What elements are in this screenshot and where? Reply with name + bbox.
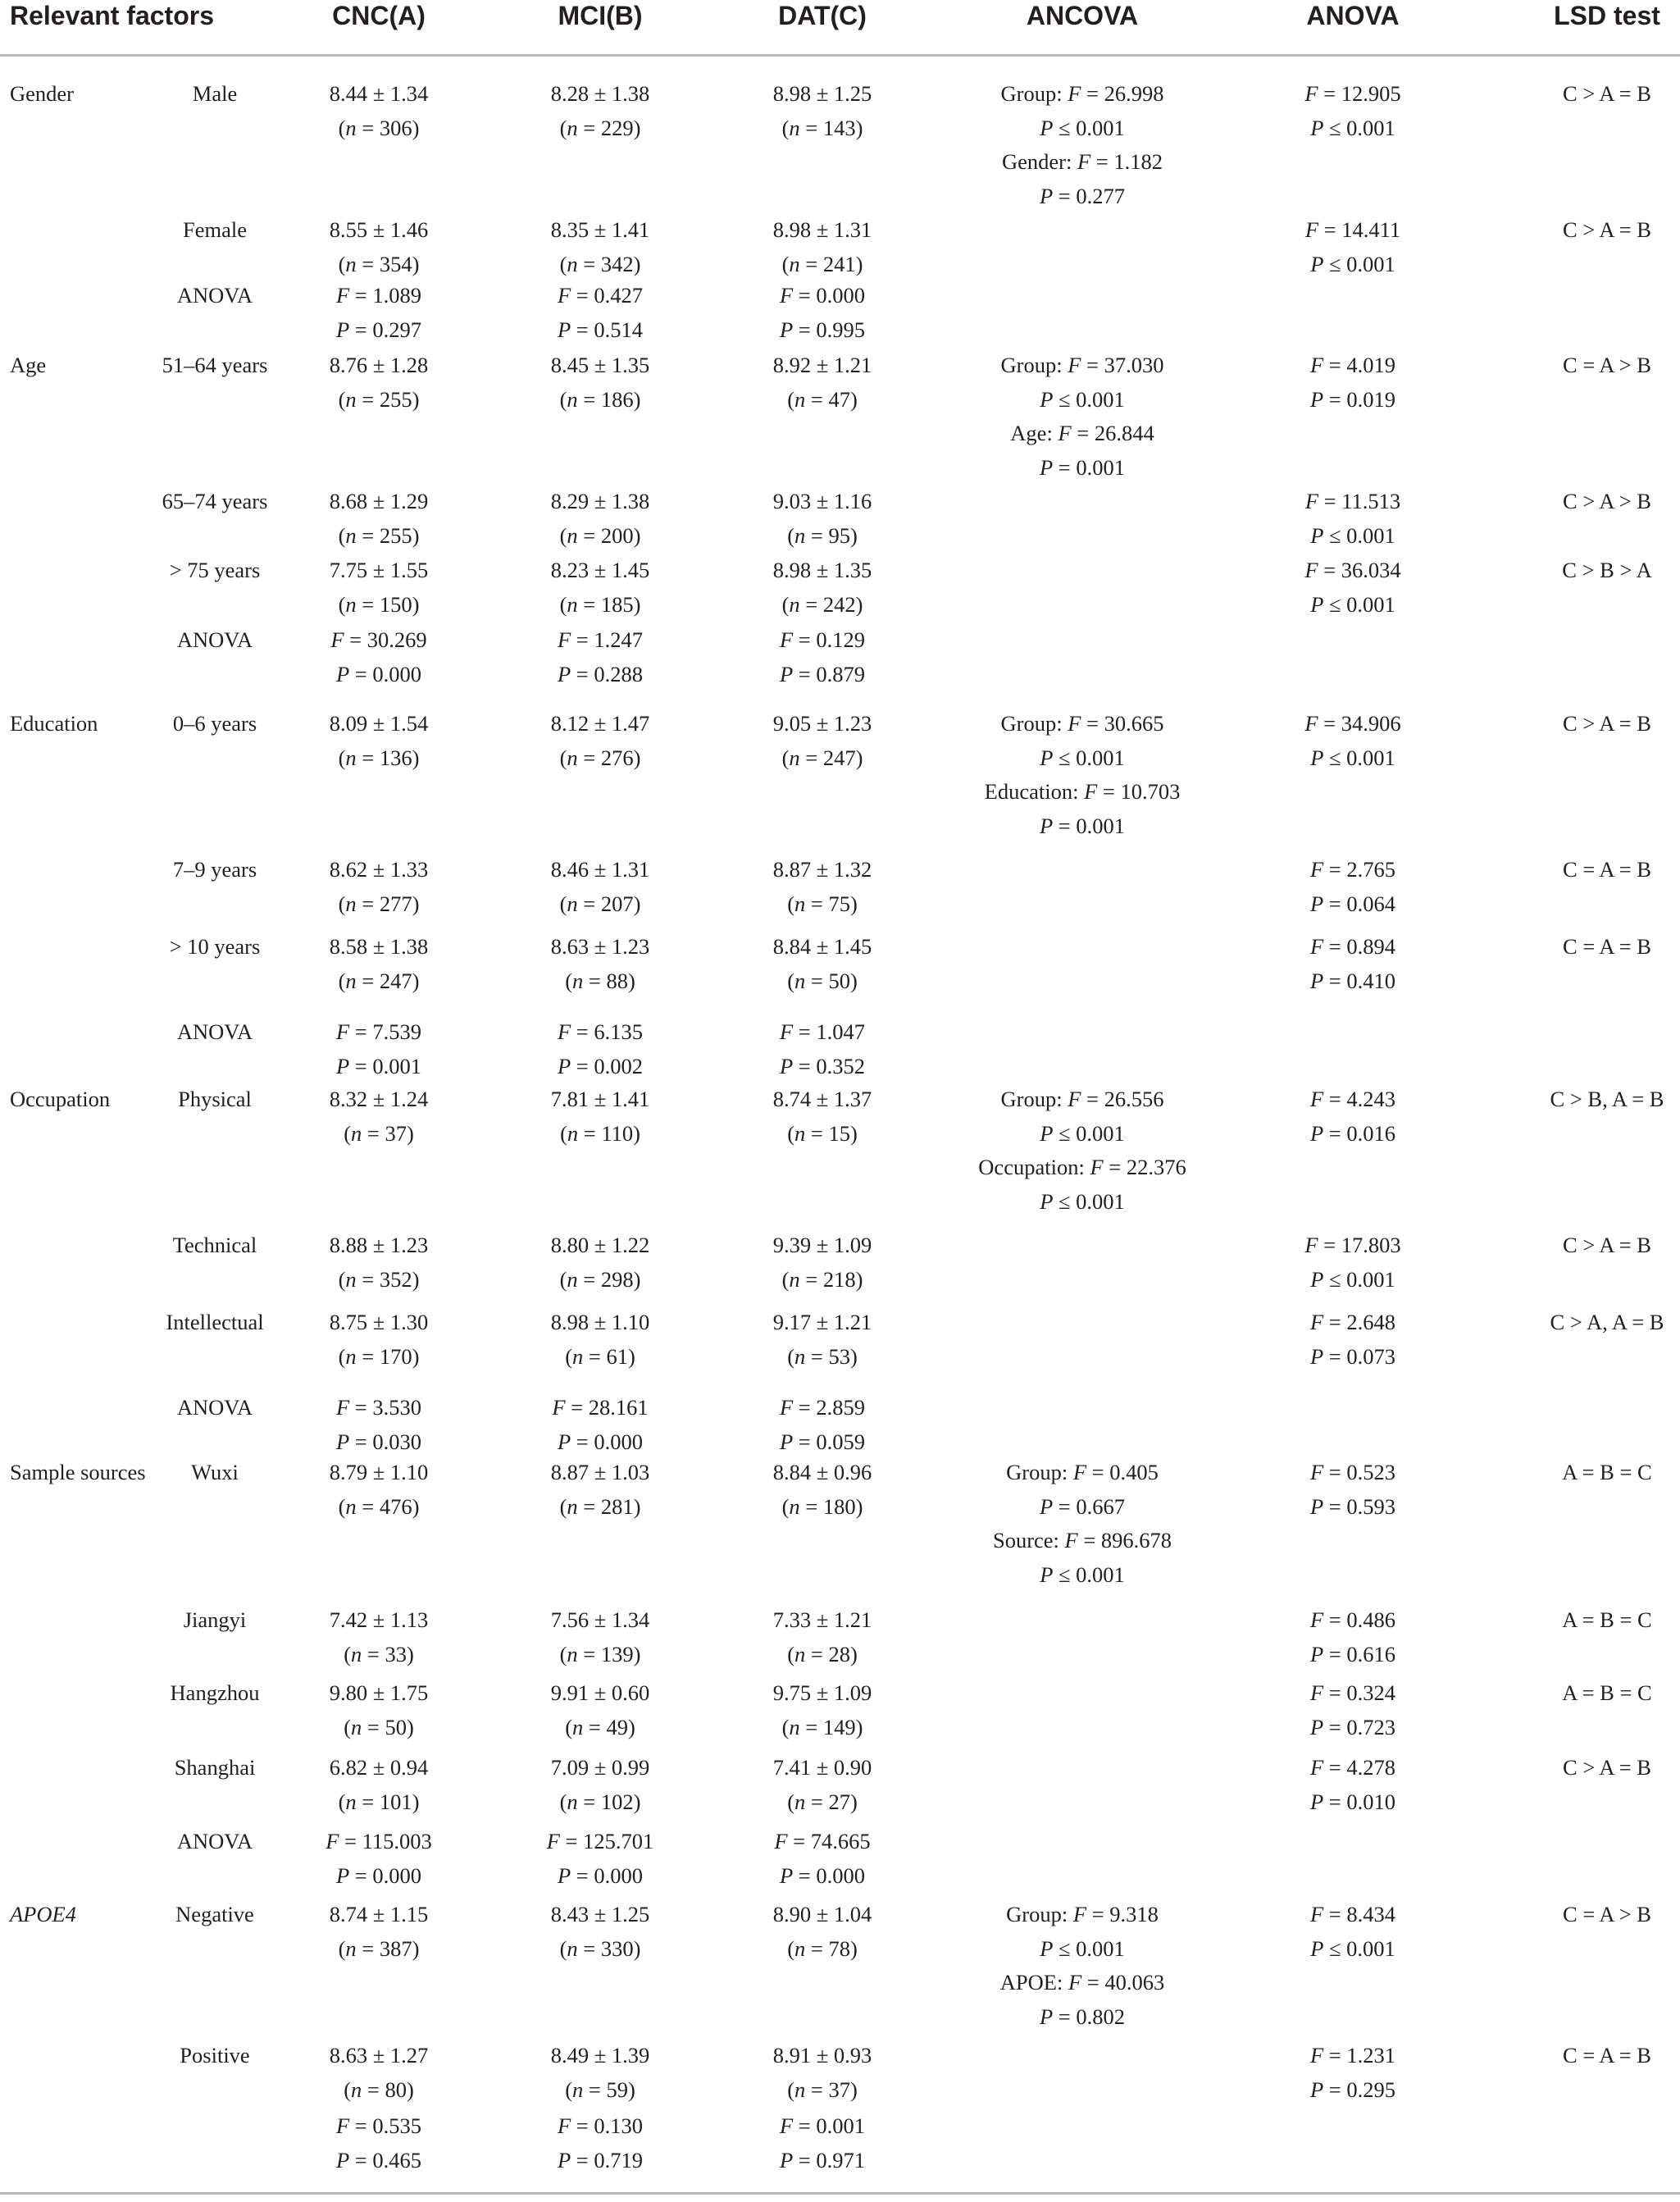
cell-c: (n = 27) — [787, 1789, 858, 1814]
cell-anova: F = 1.231 — [1309, 2043, 1396, 2068]
level-label: Jiangyi — [183, 1607, 247, 1632]
cell-a: 8.68 ± 1.29 — [329, 489, 429, 513]
cell-a: (n = 352) — [338, 1266, 420, 1292]
cell-c: F = 0.129 — [779, 627, 866, 652]
level-label: Female — [183, 217, 247, 242]
cell-b: 8.87 ± 1.03 — [550, 1460, 650, 1484]
cell-lsd: C > A = B — [1563, 81, 1651, 106]
level-label: ANOVA — [176, 627, 253, 652]
cell-c: (n = 50) — [787, 968, 858, 993]
cell-a: F = 115.003 — [326, 1829, 432, 1853]
cell-ancova: Group: F = 30.665 — [1000, 711, 1164, 736]
cell-b: (n = 102) — [559, 1789, 641, 1814]
cell-lsd: C = A = B — [1563, 2043, 1651, 2068]
cell-ancova: P ≤ 0.001 — [1040, 1561, 1125, 1587]
level-label: Shanghai — [174, 1755, 256, 1780]
cell-ancova: APOE: F = 40.063 — [999, 1970, 1165, 1995]
cell-ancova: Occupation: F = 22.376 — [978, 1155, 1186, 1179]
level-label: Positive — [180, 2043, 250, 2068]
cell-b: 8.29 ± 1.38 — [550, 489, 650, 513]
cell-lsd: C = A > B — [1563, 1902, 1651, 1926]
cell-a: 8.74 ± 1.15 — [329, 1902, 429, 1926]
cell-lsd: C = A > B — [1563, 353, 1651, 377]
header-mci: MCI(B) — [558, 1, 643, 30]
level-label: ANOVA — [176, 1395, 253, 1420]
cell-a: 8.09 ± 1.54 — [329, 711, 429, 736]
cell-a: F = 30.269 — [330, 627, 427, 652]
cell-c: 8.98 ± 1.31 — [772, 217, 872, 242]
cell-anova: P = 0.019 — [1309, 386, 1396, 412]
cell-c: 8.74 ± 1.37 — [772, 1087, 872, 1111]
cell-b: (n = 276) — [559, 745, 641, 770]
cell-a: (n = 306) — [338, 115, 420, 140]
cell-lsd: C > A = B — [1563, 1233, 1651, 1257]
cell-anova: P ≤ 0.001 — [1310, 745, 1395, 770]
cell-ancova: Group: F = 26.556 — [1000, 1087, 1164, 1111]
cell-b: F = 28.161 — [552, 1395, 649, 1420]
cell-a: P = 0.001 — [335, 1053, 422, 1078]
cell-c: F = 1.047 — [779, 1019, 866, 1044]
cell-a: P = 0.000 — [335, 661, 422, 686]
cell-b: 8.80 ± 1.22 — [550, 1233, 650, 1257]
cell-c: 8.91 ± 0.93 — [772, 2043, 872, 2068]
cell-b: F = 6.135 — [557, 1019, 644, 1044]
cell-c: 9.17 ± 1.21 — [772, 1310, 872, 1334]
cell-c: 7.33 ± 1.21 — [772, 1607, 872, 1632]
cell-ancova: P ≤ 0.001 — [1040, 115, 1125, 140]
cell-b: 8.12 ± 1.47 — [550, 711, 650, 736]
cell-a: F = 1.089 — [335, 283, 422, 308]
cell-ancova: P = 0.001 — [1039, 454, 1126, 480]
cell-a: (n = 50) — [344, 1714, 414, 1739]
cell-anova: P = 0.010 — [1309, 1789, 1396, 1814]
header-rule — [0, 54, 1680, 57]
factor-label: Age — [10, 353, 47, 377]
cell-ancova: Education: F = 10.703 — [984, 779, 1181, 804]
level-label: ANOVA — [176, 1019, 253, 1044]
factor-label: Gender — [10, 81, 74, 106]
cell-b: P = 0.000 — [557, 1862, 644, 1888]
cell-c: 8.90 ± 1.04 — [772, 1902, 872, 1926]
cell-c: 8.87 ± 1.32 — [772, 857, 872, 882]
cell-anova: F = 0.894 — [1309, 934, 1396, 959]
cell-a: (n = 354) — [338, 251, 420, 276]
cell-c: F = 74.665 — [774, 1829, 871, 1853]
cell-a: (n = 387) — [338, 1935, 420, 1961]
header-ancova: ANCOVA — [1026, 1, 1139, 30]
level-label: Negative — [175, 1902, 254, 1926]
cell-c: P = 0.995 — [779, 317, 866, 342]
cell-b: (n = 281) — [559, 1493, 641, 1519]
cell-a: P = 0.297 — [335, 317, 422, 342]
cell-a: 8.79 ± 1.10 — [329, 1460, 429, 1484]
cell-c: (n = 37) — [787, 2077, 858, 2102]
cell-b: (n = 185) — [559, 591, 641, 617]
cell-anova: P = 0.064 — [1309, 891, 1396, 916]
cell-b: (n = 200) — [559, 522, 641, 548]
cell-anova: F = 17.803 — [1304, 1233, 1401, 1257]
cell-a: P = 0.000 — [335, 1862, 422, 1888]
cell-anova: P = 0.073 — [1309, 1343, 1396, 1369]
cell-b: F = 125.701 — [546, 1829, 654, 1853]
cell-b: (n = 229) — [559, 115, 641, 140]
cell-a: (n = 136) — [338, 745, 420, 770]
cell-a: F = 7.539 — [335, 1019, 422, 1044]
cell-c: (n = 143) — [781, 115, 863, 140]
cell-b: P = 0.002 — [557, 1053, 644, 1078]
cell-b: P = 0.000 — [557, 1429, 644, 1454]
level-label: Technical — [172, 1233, 257, 1257]
cell-b: P = 0.288 — [557, 661, 644, 686]
cell-c: 9.05 ± 1.23 — [772, 711, 872, 736]
cell-ancova: Source: F = 896.678 — [992, 1528, 1172, 1552]
cell-a: 8.58 ± 1.38 — [329, 934, 429, 959]
cell-lsd: C > A > B — [1563, 489, 1651, 513]
cell-b: F = 1.247 — [557, 627, 644, 652]
cell-ancova: P ≤ 0.001 — [1040, 745, 1125, 770]
cell-ancova: P = 0.001 — [1039, 813, 1126, 838]
cell-c: 9.03 ± 1.16 — [772, 489, 872, 513]
cell-b: (n = 330) — [559, 1935, 641, 1961]
cell-c: (n = 15) — [787, 1120, 858, 1146]
cell-anova: F = 2.648 — [1309, 1310, 1396, 1334]
cell-anova: P = 0.593 — [1309, 1493, 1396, 1519]
cell-a: 7.42 ± 1.13 — [329, 1607, 429, 1632]
cell-c: (n = 95) — [787, 522, 858, 548]
cell-a: 6.82 ± 0.94 — [329, 1755, 429, 1780]
header-anova: ANOVA — [1306, 1, 1400, 30]
cell-a: P = 0.030 — [335, 1429, 422, 1454]
cell-c: P = 0.879 — [779, 661, 866, 686]
cell-anova: P ≤ 0.001 — [1310, 115, 1395, 140]
cell-ancova: P = 0.802 — [1039, 2004, 1126, 2029]
cell-c: 9.39 ± 1.09 — [772, 1233, 872, 1257]
cell-a: 8.44 ± 1.34 — [329, 81, 429, 106]
cell-b: 8.28 ± 1.38 — [550, 81, 650, 106]
cell-anova: F = 11.513 — [1304, 489, 1401, 513]
cell-anova: F = 8.434 — [1309, 1902, 1396, 1926]
cell-b: 8.23 ± 1.45 — [550, 558, 650, 582]
cell-b: (n = 298) — [559, 1266, 641, 1292]
cell-a: 8.55 ± 1.46 — [329, 217, 429, 242]
cell-anova: P ≤ 0.001 — [1310, 1935, 1395, 1961]
cell-lsd: A = B = C — [1562, 1607, 1652, 1632]
cell-anova: F = 12.905 — [1304, 81, 1401, 106]
level-label: 65–74 years — [162, 489, 268, 513]
factor-label: APOE4 — [10, 1902, 76, 1926]
cell-a: 8.62 ± 1.33 — [329, 857, 429, 882]
cell-anova: P = 0.723 — [1309, 1714, 1396, 1739]
level-label: > 10 years — [169, 934, 261, 959]
cell-b: 9.91 ± 0.60 — [550, 1680, 650, 1705]
cell-b: (n = 49) — [565, 1714, 635, 1739]
factor-label: Education — [10, 711, 98, 736]
cell-c: (n = 28) — [787, 1641, 858, 1666]
cell-lsd: A = B = C — [1562, 1460, 1652, 1484]
cell-a: 7.75 ± 1.55 — [329, 558, 429, 582]
cell-c: 7.41 ± 0.90 — [772, 1755, 872, 1780]
cell-b: (n = 342) — [559, 251, 641, 276]
level-label: Physical — [178, 1087, 252, 1111]
cell-c: (n = 75) — [787, 891, 858, 916]
cell-ancova: P ≤ 0.001 — [1040, 1188, 1125, 1214]
cell-lsd: C > A = B — [1563, 711, 1651, 736]
cell-c: 8.84 ± 0.96 — [772, 1460, 872, 1484]
bottom-rule — [0, 2192, 1680, 2195]
cell-b: 7.56 ± 1.34 — [550, 1607, 650, 1632]
cell-b: F = 0.427 — [557, 283, 644, 308]
level-label: 7–9 years — [172, 857, 257, 882]
cell-ancova: P ≤ 0.001 — [1040, 386, 1125, 412]
cell-anova: F = 2.765 — [1309, 857, 1396, 882]
cell-b: 8.35 ± 1.41 — [550, 217, 650, 242]
level-label: ANOVA — [176, 1829, 253, 1853]
cell-anova: P = 0.410 — [1309, 968, 1396, 993]
cell-c: F = 0.000 — [779, 283, 866, 308]
cell-c: P = 0.352 — [779, 1053, 866, 1078]
cell-b: 8.49 ± 1.39 — [550, 2043, 650, 2068]
cell-anova: F = 4.019 — [1309, 353, 1396, 377]
cell-lsd: C > B, A = B — [1550, 1087, 1664, 1111]
cell-lsd: C > B > A — [1562, 558, 1652, 582]
header-dat: DAT(C) — [778, 1, 867, 30]
cell-b: (n = 139) — [559, 1641, 641, 1666]
cell-a: 8.75 ± 1.30 — [329, 1310, 429, 1334]
cell-c: (n = 247) — [781, 745, 863, 770]
cell-b: 7.81 ± 1.41 — [550, 1087, 650, 1111]
cell-lsd: C = A = B — [1563, 857, 1651, 882]
cell-ancova: Group: F = 37.030 — [1000, 353, 1164, 377]
cell-a: (n = 247) — [338, 968, 420, 993]
cell-b: 8.98 ± 1.10 — [550, 1310, 650, 1334]
cell-b: (n = 207) — [559, 891, 641, 916]
cell-c: (n = 242) — [781, 591, 863, 617]
cell-a: P = 0.465 — [335, 2147, 422, 2172]
level-label: 0–6 years — [172, 711, 257, 736]
cell-lsd: A = B = C — [1562, 1680, 1652, 1705]
cell-a: F = 0.535 — [335, 2113, 422, 2138]
cell-anova: F = 4.278 — [1309, 1755, 1396, 1780]
level-label: Intellectual — [166, 1310, 264, 1334]
cell-a: (n = 33) — [344, 1641, 414, 1666]
cell-a: (n = 101) — [338, 1789, 420, 1814]
cell-c: 8.92 ± 1.21 — [772, 353, 872, 377]
level-label: > 75 years — [169, 558, 261, 582]
cell-anova: P ≤ 0.001 — [1310, 251, 1395, 276]
cell-b: (n = 59) — [565, 2077, 635, 2102]
cell-anova: F = 4.243 — [1309, 1087, 1396, 1111]
cell-ancova: Group: F = 26.998 — [1000, 81, 1164, 106]
cell-b: 8.45 ± 1.35 — [550, 353, 650, 377]
cell-a: 8.63 ± 1.27 — [329, 2043, 429, 2068]
cell-b: 8.43 ± 1.25 — [550, 1902, 650, 1926]
factor-label: Sample sources — [10, 1460, 146, 1484]
cell-anova: F = 0.324 — [1309, 1680, 1396, 1705]
cell-anova: F = 36.034 — [1304, 558, 1401, 582]
level-label: 51–64 years — [162, 353, 268, 377]
cell-ancova: Age: F = 26.844 — [1010, 421, 1154, 445]
cell-c: (n = 218) — [781, 1266, 863, 1292]
header-lsd: LSD test — [1554, 1, 1660, 30]
cell-c: 9.75 ± 1.09 — [772, 1680, 872, 1705]
cell-a: (n = 37) — [344, 1120, 414, 1146]
cell-ancova: P = 0.277 — [1039, 183, 1126, 208]
cell-b: (n = 110) — [560, 1120, 640, 1146]
cell-lsd: C > A = B — [1563, 217, 1651, 242]
cell-c: (n = 241) — [781, 251, 863, 276]
cell-b: (n = 186) — [559, 386, 641, 412]
cell-a: (n = 255) — [338, 386, 420, 412]
cell-b: P = 0.719 — [557, 2147, 644, 2172]
level-label: Wuxi — [191, 1460, 239, 1484]
cell-ancova: Group: F = 0.405 — [1006, 1460, 1159, 1484]
cell-c: (n = 78) — [787, 1935, 858, 1961]
header-relevant-factors: Relevant factors — [10, 1, 214, 30]
cell-c: F = 2.859 — [779, 1395, 866, 1420]
cell-b: (n = 61) — [565, 1343, 635, 1369]
cell-c: 8.98 ± 1.35 — [772, 558, 872, 582]
cell-anova: P ≤ 0.001 — [1310, 522, 1395, 548]
cell-a: 8.88 ± 1.23 — [329, 1233, 429, 1257]
cell-c: F = 0.001 — [779, 2113, 866, 2138]
cell-a: F = 3.530 — [335, 1395, 422, 1420]
cell-c: (n = 47) — [787, 386, 858, 412]
cell-anova: P = 0.016 — [1309, 1120, 1396, 1146]
cell-ancova: Group: F = 9.318 — [1006, 1902, 1159, 1926]
cell-ancova: P ≤ 0.001 — [1040, 1120, 1125, 1146]
cell-a: (n = 170) — [338, 1343, 420, 1369]
cell-lsd: C > A = B — [1563, 1755, 1651, 1780]
cell-lsd: C > A, A = B — [1550, 1310, 1664, 1334]
level-label: Hangzhou — [170, 1680, 260, 1705]
cell-a: 8.32 ± 1.24 — [329, 1087, 429, 1111]
cell-ancova: P ≤ 0.001 — [1040, 1935, 1125, 1961]
cell-anova: P = 0.295 — [1309, 2077, 1396, 2102]
header-cnc: CNC(A) — [332, 1, 426, 30]
cell-b: 7.09 ± 0.99 — [550, 1755, 650, 1780]
cell-anova: P ≤ 0.001 — [1310, 1266, 1395, 1292]
level-label: Male — [192, 81, 238, 106]
cell-c: P = 0.059 — [779, 1429, 866, 1454]
cell-anova: F = 34.906 — [1304, 711, 1401, 736]
cell-c: (n = 180) — [781, 1493, 863, 1519]
cell-anova: P = 0.616 — [1309, 1641, 1396, 1666]
cell-c: (n = 53) — [787, 1343, 858, 1369]
cell-a: 9.80 ± 1.75 — [329, 1680, 429, 1705]
cell-a: (n = 80) — [344, 2077, 414, 2102]
cell-a: (n = 476) — [338, 1493, 420, 1519]
factor-label: Occupation — [10, 1087, 111, 1111]
cell-b: 8.63 ± 1.23 — [550, 934, 650, 959]
cell-c: 8.84 ± 1.45 — [772, 934, 872, 959]
cell-a: (n = 150) — [338, 591, 420, 617]
cell-ancova: P = 0.667 — [1039, 1493, 1126, 1519]
cell-a: (n = 255) — [338, 522, 420, 548]
cell-anova: F = 0.523 — [1309, 1460, 1396, 1484]
cell-c: (n = 149) — [781, 1714, 863, 1739]
cell-c: P = 0.971 — [779, 2147, 866, 2172]
cell-ancova: Gender: F = 1.182 — [1002, 149, 1163, 174]
cell-c: P = 0.000 — [779, 1862, 866, 1888]
cell-lsd: C = A = B — [1563, 934, 1651, 959]
cell-b: (n = 88) — [565, 968, 635, 993]
level-label: ANOVA — [176, 283, 253, 308]
cell-anova: P ≤ 0.001 — [1310, 591, 1395, 617]
cell-b: P = 0.514 — [557, 317, 644, 342]
cell-anova: F = 0.486 — [1309, 1607, 1396, 1632]
cell-a: 8.76 ± 1.28 — [329, 353, 429, 377]
cell-c: 8.98 ± 1.25 — [772, 81, 872, 106]
cell-b: 8.46 ± 1.31 — [550, 857, 650, 882]
cell-anova: F = 14.411 — [1304, 217, 1401, 242]
cell-a: (n = 277) — [338, 891, 420, 916]
cell-b: F = 0.130 — [557, 2113, 644, 2138]
